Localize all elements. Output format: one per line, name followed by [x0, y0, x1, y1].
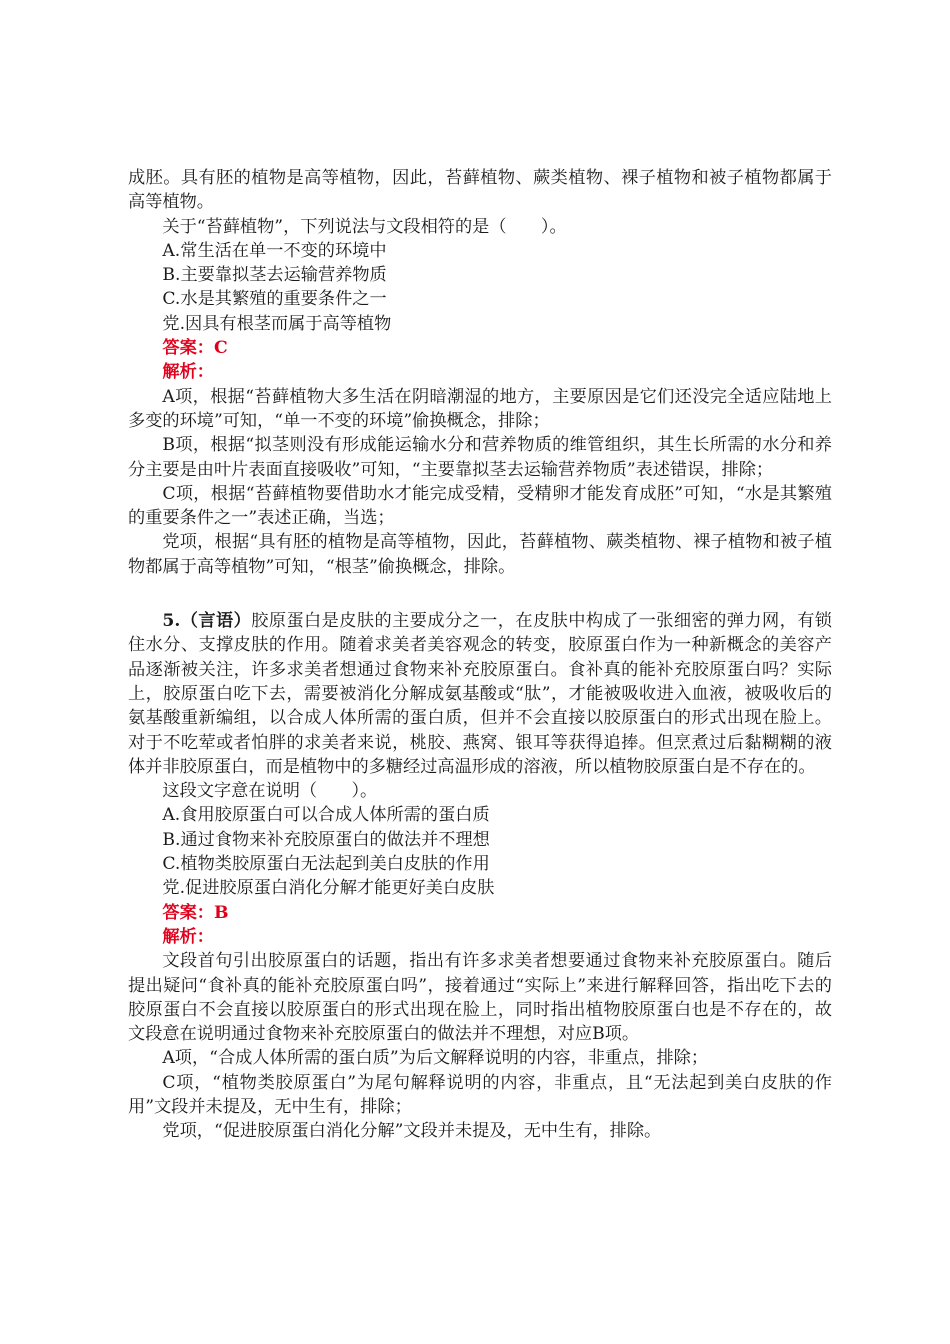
- q4-option-d: 党.因具有根茎而属于高等植物: [162, 313, 392, 334]
- q5-option-d: 党.促进胶原蛋白消化分解才能更好美白皮肤: [162, 878, 495, 899]
- q4-analysis-c: C项，根据“苔藓植物要借助水才能完成受精，受精卵才能发育成胚”可知，“水是其繁殖的重要条件之一”表述正确，当选；: [128, 483, 832, 529]
- q5-passage: [128, 609, 832, 779]
- document-page: [128, 166, 832, 1144]
- q4-analysis-a: A项，根据“苔藓植物大多生活在阴暗潮湿的地方，主要原因是它们还没完全适应陆地上多变的环境”可知，“单一不变的环境”偷换概念，排除；: [128, 386, 832, 431]
- q5-analysis-main: 文段首句引出胶原蛋白的话题，指出有许多求美者想要通过食物来补充胶原蛋白。随后提出疑问“食补真的能补充胶原蛋白吗”，接着通过“实际上”来进行解释回答，指出吃下去的胶原蛋白不会直接以胶原蛋白的形式出现在脸上，同时指出植物胶原蛋白也是不存在的，故文段意在说明通过食物来补充胶原蛋白的做法并不理想，对应B项。: [128, 951, 832, 1045]
- q5-analysis-label: 解析：: [162, 926, 214, 947]
- q5-passage-text: 胶原蛋白是皮肤的主要成分之一，在皮肤中构成了一张细密的弹力网，有锁住水分、支撑皮肤的作用。随着求美者美容观念的转变，胶原蛋白作为一种新概念的美容产品逐渐被关注，许多求美者想通过食物来补充胶原蛋白。食补真的能补充胶原蛋白吗？实际上，胶原蛋白吃下去，需要被消化分解成氨基酸或“肽”，才能被吸收进入血液，被吸收后的氨基酸重新编组，以合成人体所需的蛋白质，但并不会直接以胶原蛋白的形式出现在脸上。对于不吃荤或者怕胖的求美者来说，桃胶、燕窝、银耳等获得追捧。但烹煮过后黏糊糊的液体并非胶原蛋白，而是植物中的多糖经过高温形成的溶液，所以植物胶原蛋白是不存在的。: [128, 611, 832, 777]
- q5-analysis-d: 党项，“促进胶原蛋白消化分解”文段并未提及，无中生有，排除。: [162, 1121, 662, 1142]
- q4-passage-tail: 成胚。具有胚的植物是高等植物，因此，苔藓植物、蕨类植物、裸子植物和被子植物都属于高等植物。: [128, 168, 832, 213]
- q4-analysis-label: 解析：: [162, 362, 214, 383]
- q5-analysis-c: C项，“植物类胶原蛋白”为尾句解释说明的内容，非重点，且“无法起到美白皮肤的作用”文段并未提及，无中生有，排除；: [128, 1072, 832, 1117]
- q5-answer: 答案：B: [162, 902, 229, 923]
- q5-analysis-a: A项，“合成人体所需的蛋白质”为后文解释说明的内容，非重点，排除；: [162, 1048, 709, 1069]
- q4-answer: 答案：C: [162, 338, 228, 359]
- q5-option-b: B.通过食物来补充胶原蛋白的做法并不理想: [162, 829, 490, 850]
- q4-analysis-b: B项，根据“拟茎则没有形成能运输水分和营养物质的维管组织，其生长所需的水分和养分主要是由叶片表面直接吸收”可知，“主要靠拟茎去运输营养物质”表述错误，排除；: [128, 435, 832, 480]
- q4-option-c: C.水是其繁殖的重要条件之一: [162, 289, 387, 310]
- q4-analysis-d: 党项，根据“具有胚的植物是高等植物，因此，苔藓植物、蕨类植物、裸子植物和被子植物都属于高等植物”可知，“根茎”偷换概念，排除。: [128, 532, 832, 577]
- q5-number: 5.（言语）: [162, 611, 252, 632]
- q4-question: 关于“苔藓植物”，下列说法与文段相符的是（ ）。: [162, 216, 567, 237]
- q5-question: 这段文字意在说明（ ）。: [162, 781, 378, 802]
- section-spacer: [128, 579, 832, 609]
- q4-option-b: B.主要靠拟茎去运输营养物质: [162, 265, 387, 286]
- q4-option-a: A.常生活在单一不变的环境中: [162, 240, 387, 261]
- q5-option-c: C.植物类胶原蛋白无法起到美白皮肤的作用: [162, 854, 490, 875]
- q5-option-a: A.食用胶原蛋白可以合成人体所需的蛋白质: [162, 805, 490, 826]
